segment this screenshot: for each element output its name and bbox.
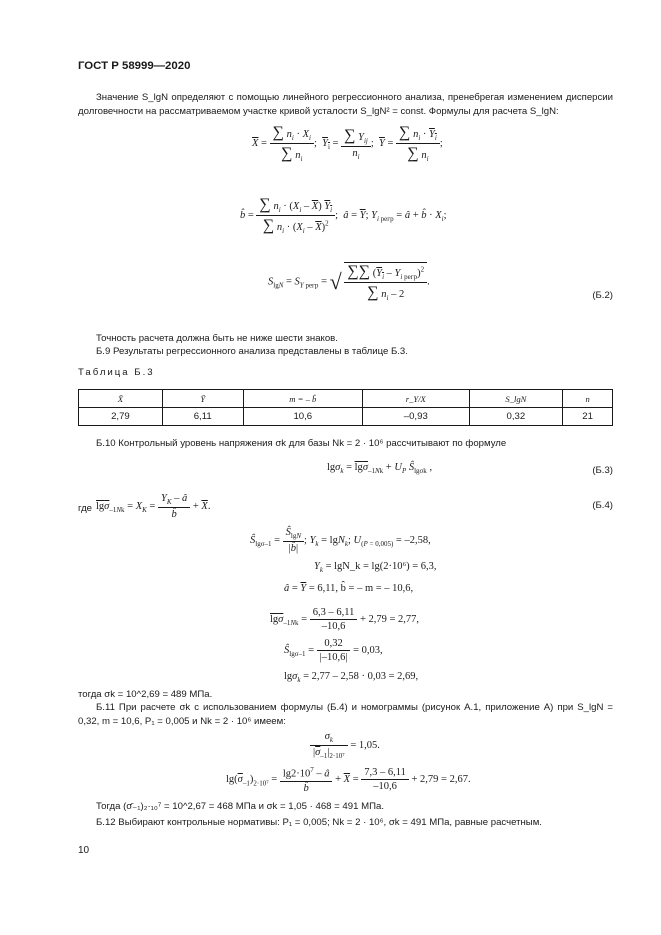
table-cell: –0,93 [363, 408, 470, 426]
calc-value-lg-final: + 2,79 = 2,67. [411, 774, 471, 786]
paragraph-b12: Б.12 Выбирают контрольные нормативы: P₁ = 0,005; Nk = 2 · 10⁶, σk = 491 МПа, равные расчетным. [96, 817, 542, 828]
calc-line-3: â = $\overline{Y} = 6,11$, b̂ = – m = – 10,6, [284, 583, 414, 594]
document-header: ГОСТ Р 58999—2020 [78, 60, 191, 72]
table-b3 [78, 389, 613, 426]
table-cell: 2,79 [79, 408, 163, 426]
calc-numerator-3: 7,3 – 6,11 [361, 767, 409, 780]
paragraph-then-2: Тогда (σ̄₋₁)₂·₁₀⁷ = 10^2,67 = 468 МПа и σk = 1,05 · 468 = 491 МПа. [96, 801, 384, 812]
calc-line-7: $\frac{\sigma_k}{|\overline{\sigma}_{-1}|_{2\cdot 10^7}}$ = 1,05. [310, 731, 380, 760]
calc-line-1: $Ŝ_{lg\sigma-1}$ = $\frac{Ŝ_{lgN}}{|b̂|}$ ; $Y_k = \lg N_k$; $U_{(P = 0,005)} = -2,58$, [250, 527, 431, 555]
table-caption: Таблица Б.3 [78, 367, 155, 378]
where-label: где [78, 503, 93, 514]
calc-value-lgsigma: + 2,79 = 2,77, [359, 613, 420, 625]
header-cell-m: m = – b̂ [243, 390, 362, 408]
formula-b3: $\lg\sigma_k = \lg\sigma_{-1Nk} + U_P$ $Ŝ_{lg\sigma k}$ , [327, 462, 433, 476]
calc-value-ratio: = 1,05. [350, 740, 380, 751]
equation-number-b4: (Б.4) [592, 500, 613, 511]
formula-regression-coefficients: b̂ = $\frac{\sum n_i \cdot (X_i - \overline{X}) Y_i}{\sum n_i \cdot (X_i - \overline{X})^2}$ ; â = $\overline{Y}$; $Y_i$ $_{регр}$ = â + b̂ · $X_i$; [240, 196, 447, 236]
header-cell-x-mean: X̄ [79, 390, 163, 408]
page-number: 10 [78, 845, 90, 856]
formula-b4: $\lg\sigma_{-1Nk} = X_K$ = $\frac{Y_K - â}{b̂}$ + $\overline{X}$. [96, 493, 211, 521]
calc-numerator-2: 0,32 [317, 638, 351, 651]
table-cell: 21 [563, 408, 613, 426]
calc-line-8: $\lg(\overline{\sigma}_{-1})_{2\cdot 10^7}$ = $\frac{\lg 2\cdot 10^7 - â}{b̂}$ + $\overline{X}$ = $\frac{7,3 - 6,11}{-10,6}$ + 2,79 = 2,67. [226, 766, 471, 794]
paragraph-b11: Б.11 При расчете σk с использованием формулы (Б.4) и номограммы (рисунок А.1, приложение А) при S_lgN = 0,32, m = 10,6, P₁ = 0,005 и Nk = 2 · 10⁶ имеем: [78, 702, 613, 727]
calc-line-4: lgσ$_{-1Nk}$ = $\frac{6,3 - 6,11}{-10,6}$ + 2,79 = 2,77, [270, 607, 420, 632]
equation-number-b3: (Б.3) [592, 465, 613, 476]
table-cell: 6,11 [162, 408, 243, 426]
calc-line-2: $Y_k$ = lgN_k = lg(2·10⁶) = 6,3, [314, 561, 437, 575]
header-cell-y-mean: Ȳ [162, 390, 243, 408]
paragraph-slgn-definition: Значение S_lgN определяют с помощью линейного регрессионного анализа, пренебрегая изменением дисперсии долговечности на рассматриваемом участке кривой усталости S_lgN² = const. Формулы для расчета S_lgN: [78, 92, 613, 117]
table-cell: 10,6 [243, 408, 362, 426]
calc-denominator-2: |–10,6| [319, 652, 348, 663]
header-cell-slgn: S_lgN [469, 390, 563, 408]
paragraph-precision: Точность расчета должна быть не ниже шести знаков. [96, 333, 338, 344]
calc-value-yk: = lgN_k = lg(2·10⁶) = 6,3, [325, 561, 437, 572]
formula-slgn: $S_{lgN} = S_{Y регр}$ = √ $\frac{\sum\sum (Y_i - Y_i _{регр})^2}{\sum n_i - 2}$ . [268, 263, 430, 303]
formula-means: $\overline{X}$ = $\frac{\sum n_i \cdot X_i}{\sum n_i}$ ; $Y_i$ = $\frac{\sum Y_{ij}}{n_i}$ ; $\overline{Y}$ = $\frac{\sum n_i \cdot Y_i}{\sum n_i}$ ; [252, 124, 443, 164]
calc-line-5: $Ŝ_{lg\sigma-1}$ = $\frac{0,32}{|-10,6|}$ = 0,03, [284, 638, 383, 663]
header-cell-n: n [563, 390, 613, 408]
calc-value-lgsigmak: = 2,77 – 2,58 · 0,03 = 2,69, [303, 671, 419, 682]
calc-denominator-3: –10,6 [373, 781, 397, 793]
paragraph-b9: Б.9 Результаты регрессионного анализа представлены в таблице Б.3. [96, 346, 408, 357]
header-cell-r: r_Y/X [363, 390, 470, 408]
equation-number-b2: (Б.2) [592, 290, 613, 301]
calc-value-a-b: = 6,11, b̂ = – m = – 10,6, [308, 583, 414, 594]
calc-denominator-1: –10,6 [321, 621, 346, 632]
table-header-row [79, 390, 613, 408]
calc-value-s: = 0,03, [353, 644, 383, 656]
paragraph-b10: Б.10 Контрольный уровень напряжения σk для базы Nk = 2 · 10⁶ рассчитывают по формуле [96, 438, 507, 449]
calc-numerator-1: 6,3 – 6,11 [310, 607, 358, 620]
calc-line-6: lgσ$_k$ = 2,77 – 2,58 · 0,03 = 2,69, [284, 671, 419, 685]
paragraph-then: тогда σk = 10^2,69 = 489 МПа. [78, 689, 213, 700]
calc-value-up: –2,58, [404, 534, 431, 546]
table-row [79, 408, 613, 426]
table-cell: 0,32 [469, 408, 563, 426]
